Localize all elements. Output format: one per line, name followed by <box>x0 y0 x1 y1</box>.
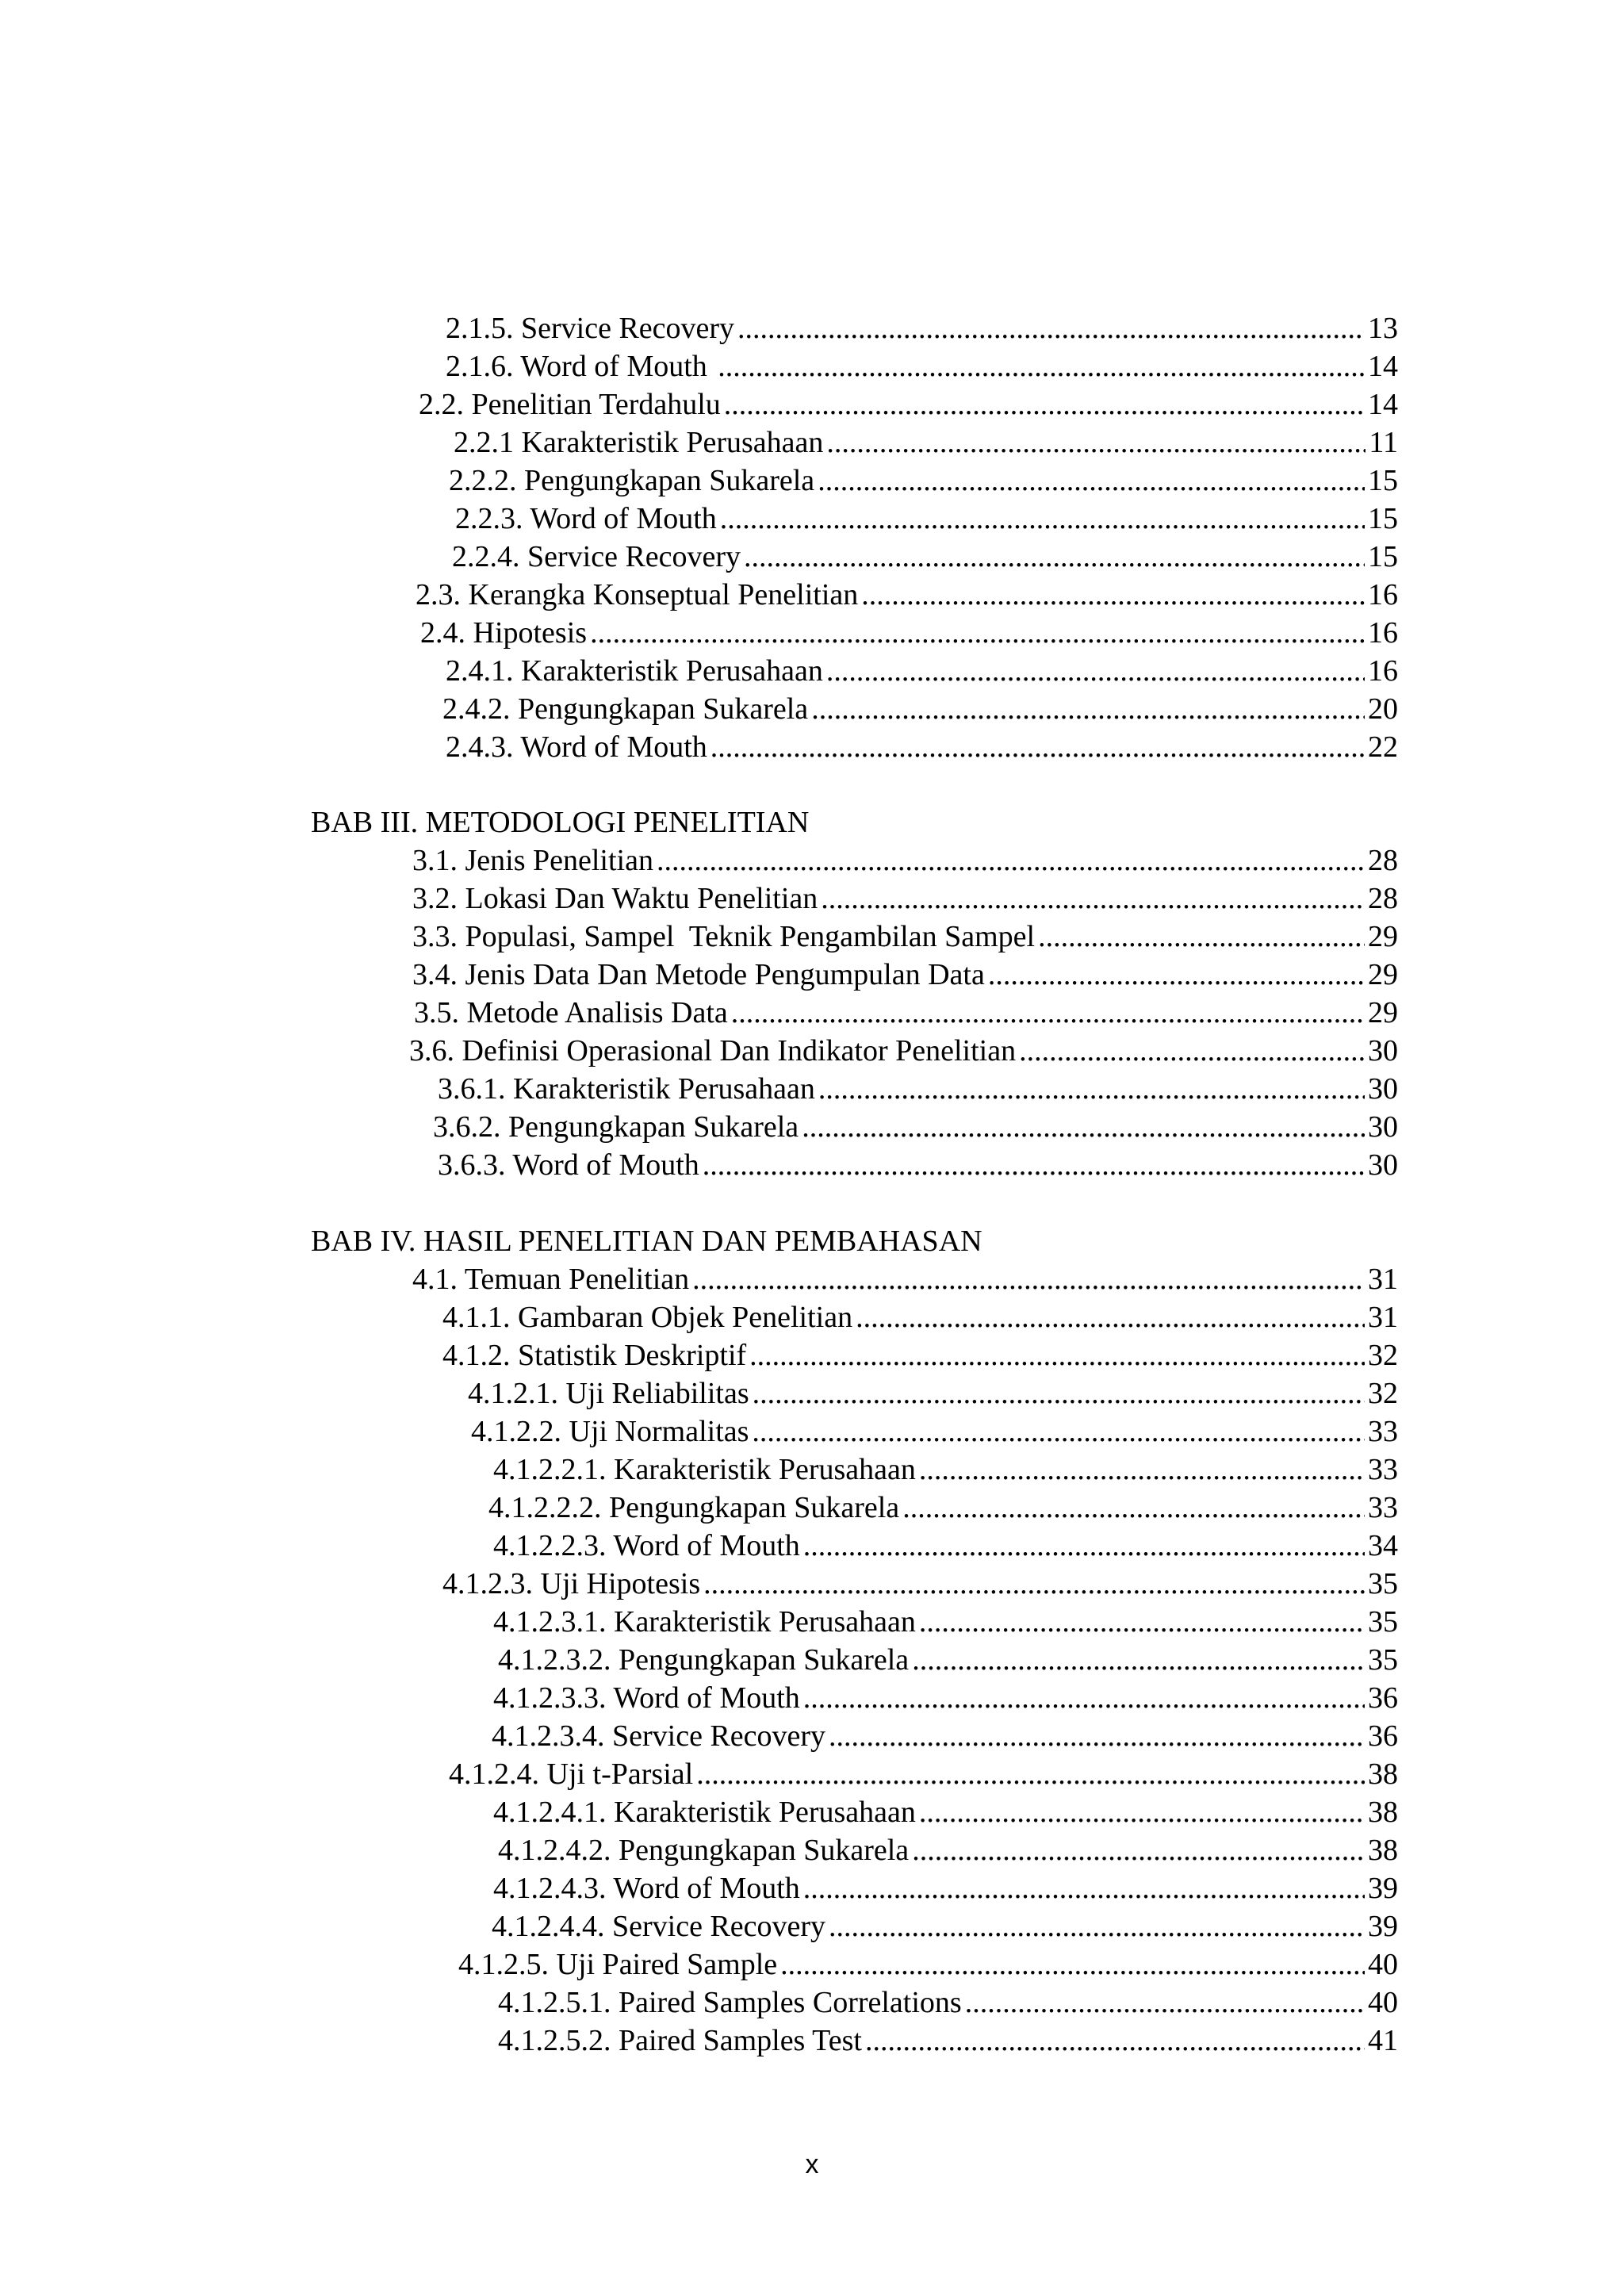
toc-entry <box>442 1565 1398 1603</box>
toc-entry-label: 4.1.2.3. Uji Hipotesis <box>442 1567 701 1600</box>
toc-entry-page: 28 <box>1368 882 1398 915</box>
toc-entry <box>433 1108 1398 1146</box>
toc-entry-page: 16 <box>1368 578 1398 611</box>
toc-entry <box>412 918 1398 956</box>
leader-dots <box>902 1489 1365 1527</box>
toc-entry-label: 4.1. Temuan Penelitian <box>412 1263 690 1296</box>
toc-entry <box>412 880 1398 918</box>
toc-entry <box>492 1907 1398 1945</box>
toc-entry-label: 2.2.4. Service Recovery <box>452 540 741 573</box>
leader-dots <box>829 1907 1365 1945</box>
toc-entry-page: 29 <box>1368 996 1398 1029</box>
toc-entry <box>438 1146 1398 1184</box>
leader-dots <box>1038 918 1365 956</box>
toc-entry-label: 4.1.2.4.2. Pengungkapan Sukarela <box>498 1834 910 1867</box>
leader-dots <box>818 462 1365 500</box>
toc-entry <box>455 500 1398 538</box>
leader-dots <box>696 1755 1365 1793</box>
toc-entry <box>498 1831 1398 1869</box>
toc-entry-label: 4.1.2.5. Uji Paired Sample <box>458 1948 778 1981</box>
toc-entry-page: 40 <box>1368 1948 1398 1981</box>
toc-entry-label: 4.1.2.4.1. Karakteristik Perusahaan <box>493 1796 916 1829</box>
leader-dots <box>829 1717 1365 1755</box>
leader-dots <box>818 1070 1365 1108</box>
chapter-heading-bab4: BAB IV. HASIL PENELITIAN DAN PEMBAHASAN <box>311 1225 982 1258</box>
toc-entry-page: 31 <box>1368 1263 1398 1296</box>
toc-entry-label: 4.1.2.2.2. Pengungkapan Sukarela <box>488 1491 900 1524</box>
toc-entry-page: 36 <box>1368 1719 1398 1753</box>
toc-entry-page: 32 <box>1368 1377 1398 1410</box>
toc-entry <box>449 462 1398 500</box>
chapter-heading-bab3: BAB III. METODOLOGI PENELITIAN <box>311 806 810 839</box>
leader-dots <box>657 841 1365 880</box>
toc-entry-page: 39 <box>1368 1872 1398 1905</box>
leader-dots <box>731 994 1365 1032</box>
toc-entry <box>498 1984 1398 2022</box>
toc-entry-label: 2.2.2. Pengungkapan Sukarela <box>449 464 815 497</box>
toc-entry-label: 4.1.2.3.2. Pengungkapan Sukarela <box>498 1643 910 1677</box>
leader-dots <box>912 1641 1365 1679</box>
toc-entry <box>446 652 1398 690</box>
toc-entry <box>493 1793 1398 1831</box>
toc-entry-page: 30 <box>1368 1034 1398 1068</box>
leader-dots <box>856 1298 1365 1336</box>
leader-dots <box>753 1374 1365 1412</box>
leader-dots <box>749 1336 1365 1374</box>
toc-entry-label: 3.6.3. Word of Mouth <box>438 1148 699 1182</box>
toc-entry-page: 22 <box>1368 730 1398 764</box>
leader-dots <box>912 1831 1365 1869</box>
toc-entry-label: 2.3. Kerangka Konseptual Penelitian <box>416 578 859 611</box>
toc-entry <box>458 1945 1398 1984</box>
toc-entry-label: 2.4.1. Karakteristik Perusahaan <box>446 654 823 688</box>
toc-entry-label: 4.1.2.2. Uji Normalitas <box>471 1415 749 1448</box>
toc-entry-label: 2.1.5. Service Recovery <box>446 312 735 345</box>
toc-entry-page: 15 <box>1368 464 1398 497</box>
toc-entry <box>446 347 1398 385</box>
toc-entry <box>493 1603 1398 1641</box>
toc-entry-label: 3.1. Jenis Penelitian <box>412 844 653 877</box>
leader-dots <box>919 1793 1365 1831</box>
toc-entry <box>446 309 1398 347</box>
toc-entry-label: 4.1.2.5.1. Paired Samples Correlations <box>498 1986 962 2019</box>
leader-dots <box>861 576 1365 614</box>
toc-entry-page: 34 <box>1368 1529 1398 1562</box>
toc-entry-label: 4.1.2.3.1. Karakteristik Perusahaan <box>493 1605 916 1639</box>
leader-dots <box>965 1984 1365 2022</box>
toc-entry-label: 3.5. Metode Analisis Data <box>414 996 728 1029</box>
toc-entry-page: 31 <box>1368 1301 1398 1334</box>
toc-entry <box>442 1336 1398 1374</box>
leader-dots <box>590 614 1365 652</box>
toc-entry-page: 16 <box>1368 654 1398 688</box>
toc-entry <box>414 994 1398 1032</box>
toc-entry-page: 30 <box>1368 1148 1398 1182</box>
toc-entry-label: 4.1.2.4.4. Service Recovery <box>492 1910 826 1943</box>
toc-entry <box>493 1679 1398 1717</box>
toc-entry-page: 38 <box>1368 1796 1398 1829</box>
toc-entry-label: 3.4. Jenis Data Dan Metode Pengumpulan Data <box>412 958 985 991</box>
toc-entry-label: 4.1.2.3.3. Word of Mouth <box>493 1681 800 1715</box>
leader-dots <box>988 956 1365 994</box>
leader-dots <box>1019 1032 1365 1070</box>
toc-entry <box>419 385 1398 424</box>
toc-entry-label: 2.4. Hipotesis <box>420 616 588 650</box>
toc-entry-page: 33 <box>1368 1453 1398 1486</box>
toc-entry-page: 29 <box>1368 958 1398 991</box>
page-number-footer: x <box>805 2149 819 2179</box>
leader-dots <box>919 1451 1365 1489</box>
toc-entry-label: 2.1.6. Word of Mouth <box>446 350 715 383</box>
toc-entry-page: 41 <box>1368 2024 1398 2057</box>
toc-entry <box>492 1717 1398 1755</box>
toc-entry <box>452 538 1398 576</box>
leader-dots <box>744 538 1365 576</box>
leader-dots <box>821 880 1365 918</box>
toc-entry-page: 29 <box>1368 920 1398 953</box>
leader-dots <box>803 1869 1365 1907</box>
toc-entry-label: 2.4.3. Word of Mouth <box>446 730 707 764</box>
toc-entry-page: 38 <box>1368 1757 1398 1791</box>
leader-dots <box>826 424 1365 462</box>
toc-entry-label: 3.6.1. Karakteristik Perusahaan <box>438 1072 815 1106</box>
toc-entry-page: 33 <box>1368 1491 1398 1524</box>
toc-entry-page: 32 <box>1368 1339 1398 1372</box>
leader-dots <box>811 690 1365 728</box>
leader-dots <box>780 1945 1365 1984</box>
toc-entry-page: 30 <box>1368 1110 1398 1144</box>
toc-entry-label: 4.1.2.3.4. Service Recovery <box>492 1719 826 1753</box>
toc-entry-page: 39 <box>1368 1910 1398 1943</box>
toc-entry-label: 2.2.1 Karakteristik Perusahaan <box>454 426 824 459</box>
toc-entry-label: 4.1.1. Gambaran Objek Penelitian <box>442 1301 853 1334</box>
leader-dots <box>720 500 1365 538</box>
leader-dots <box>710 728 1365 766</box>
toc-entry-page: 36 <box>1368 1681 1398 1715</box>
toc-entry-page: 35 <box>1368 1567 1398 1600</box>
leader-dots <box>826 652 1365 690</box>
toc-entry <box>488 1489 1398 1527</box>
toc-entry-label: 3.6. Definisi Operasional Dan Indikator Penelitian <box>409 1034 1017 1068</box>
toc-entry-page: 35 <box>1368 1643 1398 1677</box>
leader-dots <box>752 1412 1365 1451</box>
leader-dots <box>803 1679 1365 1717</box>
toc-entry-label: 4.1.2.4.3. Word of Mouth <box>493 1872 800 1905</box>
toc-entry <box>498 2022 1398 2060</box>
toc-entry-page: 16 <box>1368 616 1398 650</box>
toc-entry-page: 38 <box>1368 1834 1398 1867</box>
toc-entry <box>493 1451 1398 1489</box>
toc-entry <box>446 728 1398 766</box>
toc-entry-label: 4.1.2.2.1. Karakteristik Perusahaan <box>493 1453 916 1486</box>
toc-entry <box>409 1032 1398 1070</box>
toc-entry-label: 4.1.2.2.3. Word of Mouth <box>493 1529 800 1562</box>
toc-entry-page: 20 <box>1368 692 1398 726</box>
toc-entry-page: 33 <box>1368 1415 1398 1448</box>
leader-dots <box>724 385 1365 424</box>
toc-entry <box>420 614 1398 652</box>
leader-dots <box>802 1108 1365 1146</box>
leader-dots <box>718 347 1365 385</box>
toc-entry-label: 3.3. Populasi, Sampel Teknik Pengambilan Sampel <box>412 920 1036 953</box>
toc-entry-label: 2.2. Penelitian Terdahulu <box>419 388 721 421</box>
toc-entry-page: 14 <box>1368 350 1398 383</box>
toc-entry-label: 4.1.2. Statistik Deskriptif <box>442 1339 747 1372</box>
toc-entry-page: 35 <box>1368 1605 1398 1639</box>
toc-entry <box>412 841 1398 880</box>
toc-entry-page: 14 <box>1368 388 1398 421</box>
toc-entry-label: 4.1.2.5.2. Paired Samples Test <box>498 2024 862 2057</box>
toc-entry-label: 2.2.3. Word of Mouth <box>455 502 717 535</box>
toc-entry-label: 2.4.2. Pengungkapan Sukarela <box>442 692 809 726</box>
toc-entry <box>468 1374 1398 1412</box>
toc-entry-label: 4.1.2.1. Uji Reliabilitas <box>468 1377 749 1410</box>
toc-entry <box>442 1298 1398 1336</box>
leader-dots <box>919 1603 1365 1641</box>
toc-entry <box>438 1070 1398 1108</box>
toc-entry <box>442 690 1398 728</box>
toc-entry <box>412 1260 1398 1298</box>
toc-entry <box>412 956 1398 994</box>
toc-entry <box>493 1527 1398 1565</box>
toc-entry <box>416 576 1398 614</box>
toc-entry-page: 15 <box>1368 502 1398 535</box>
toc-entry-page: 40 <box>1368 1986 1398 2019</box>
toc-entry <box>454 424 1398 462</box>
toc-entry <box>493 1869 1398 1907</box>
leader-dots <box>737 309 1365 347</box>
toc-entry-page: 13 <box>1368 312 1398 345</box>
toc-entry-label: 4.1.2.4. Uji t-Parsial <box>449 1757 694 1791</box>
toc-entry-page: 15 <box>1368 540 1398 573</box>
leader-dots <box>703 1146 1365 1184</box>
toc-entry <box>471 1412 1398 1451</box>
toc-entry-page: 28 <box>1368 844 1398 877</box>
leader-dots <box>865 2022 1365 2060</box>
toc-entry <box>449 1755 1398 1793</box>
toc-entry-label: 3.2. Lokasi Dan Waktu Penelitian <box>412 882 818 915</box>
leader-dots <box>692 1260 1365 1298</box>
toc-entry-page: 30 <box>1368 1072 1398 1106</box>
leader-dots <box>803 1527 1365 1565</box>
toc-entry <box>498 1641 1398 1679</box>
toc-entry-label: 3.6.2. Pengungkapan Sukarela <box>433 1110 799 1144</box>
toc-entry-page: 11 <box>1369 426 1398 459</box>
leader-dots <box>703 1565 1365 1603</box>
